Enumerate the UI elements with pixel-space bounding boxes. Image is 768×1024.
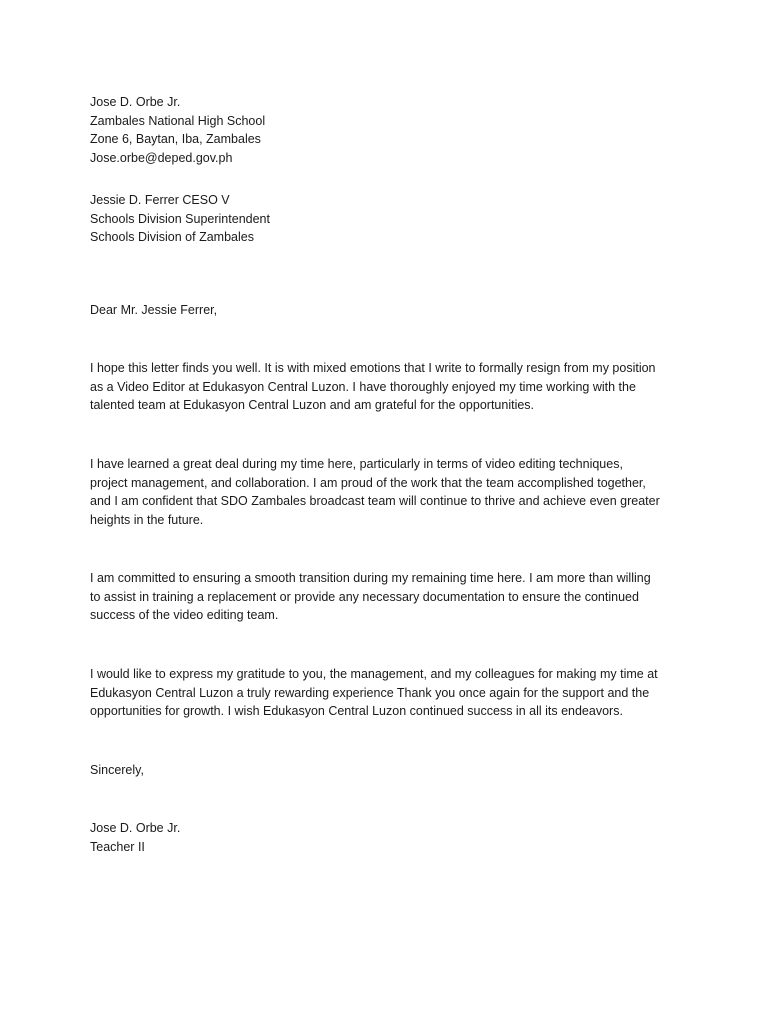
closing	[90, 761, 690, 780]
paragraph-2-line: and I am confident that SDO Zambales broadcast team will continue to thrive and achieve even greater	[90, 494, 660, 508]
sender-block	[90, 93, 690, 167]
sender-email: Jose.orbe@deped.gov.ph	[90, 150, 233, 165]
closing-text: Sincerely,	[90, 763, 144, 777]
paragraph-1	[90, 359, 690, 415]
paragraph-2-line: heights in the future.	[90, 512, 204, 527]
paragraph-3	[90, 569, 690, 625]
paragraph-2-line: I have learned a great deal during my time here, particularly in terms of video editing techniques,	[90, 457, 623, 471]
recipient-block	[90, 191, 690, 247]
signature-name: Jose D. Orbe Jr.	[90, 821, 181, 835]
salutation-text: Dear Mr. Jessie Ferrer,	[90, 303, 218, 317]
paragraph-1-line: I hope this letter finds you well. It is with mixed emotions that I write to formally resign from my position	[90, 361, 656, 375]
paragraph-2	[90, 455, 690, 529]
signature-block	[90, 819, 690, 856]
signature-position: Teacher II	[90, 839, 145, 854]
paragraph-3-line: I am committed to ensuring a smooth transition during my remaining time here. I am more than willing	[90, 571, 651, 585]
paragraph-4	[90, 665, 690, 721]
sender-school: Zambales National High School	[90, 113, 266, 128]
paragraph-1-line: talented team at Edukasyon Central Luzon and am grateful for the opportunities.	[90, 398, 535, 412]
paragraph-3-line: success of the video editing team.	[90, 608, 279, 622]
paragraph-3-line: to assist in training a replacement or provide any necessary documentation to ensure the continued	[90, 589, 639, 604]
paragraph-1-line: as a Video Editor at Edukasyon Central Luzon. I have thoroughly enjoyed my time working with the	[90, 379, 636, 394]
salutation	[90, 301, 690, 320]
paragraph-4-line: Edukasyon Central Luzon a truly rewarding experience Thank you once again for the support and the	[90, 685, 650, 700]
paragraph-4-line: I would like to express my gratitude to you, the management, and my colleagues for making my time at	[90, 667, 658, 681]
sender-address: Zone 6, Baytan, Iba, Zambales	[90, 132, 261, 146]
sender-name: Jose D. Orbe Jr.	[90, 95, 181, 109]
recipient-title: Schools Division Superintendent	[90, 211, 270, 226]
recipient-name: Jessie D. Ferrer CESO V	[90, 193, 230, 207]
paragraph-4-line: opportunities for growth. I wish Edukasyon Central Luzon continued success in all its endeavors.	[90, 704, 623, 718]
paragraph-2-line: project management, and collaboration. I am proud of the work that the team accomplished together,	[90, 475, 646, 490]
recipient-office: Schools Division of Zambales	[90, 230, 254, 244]
